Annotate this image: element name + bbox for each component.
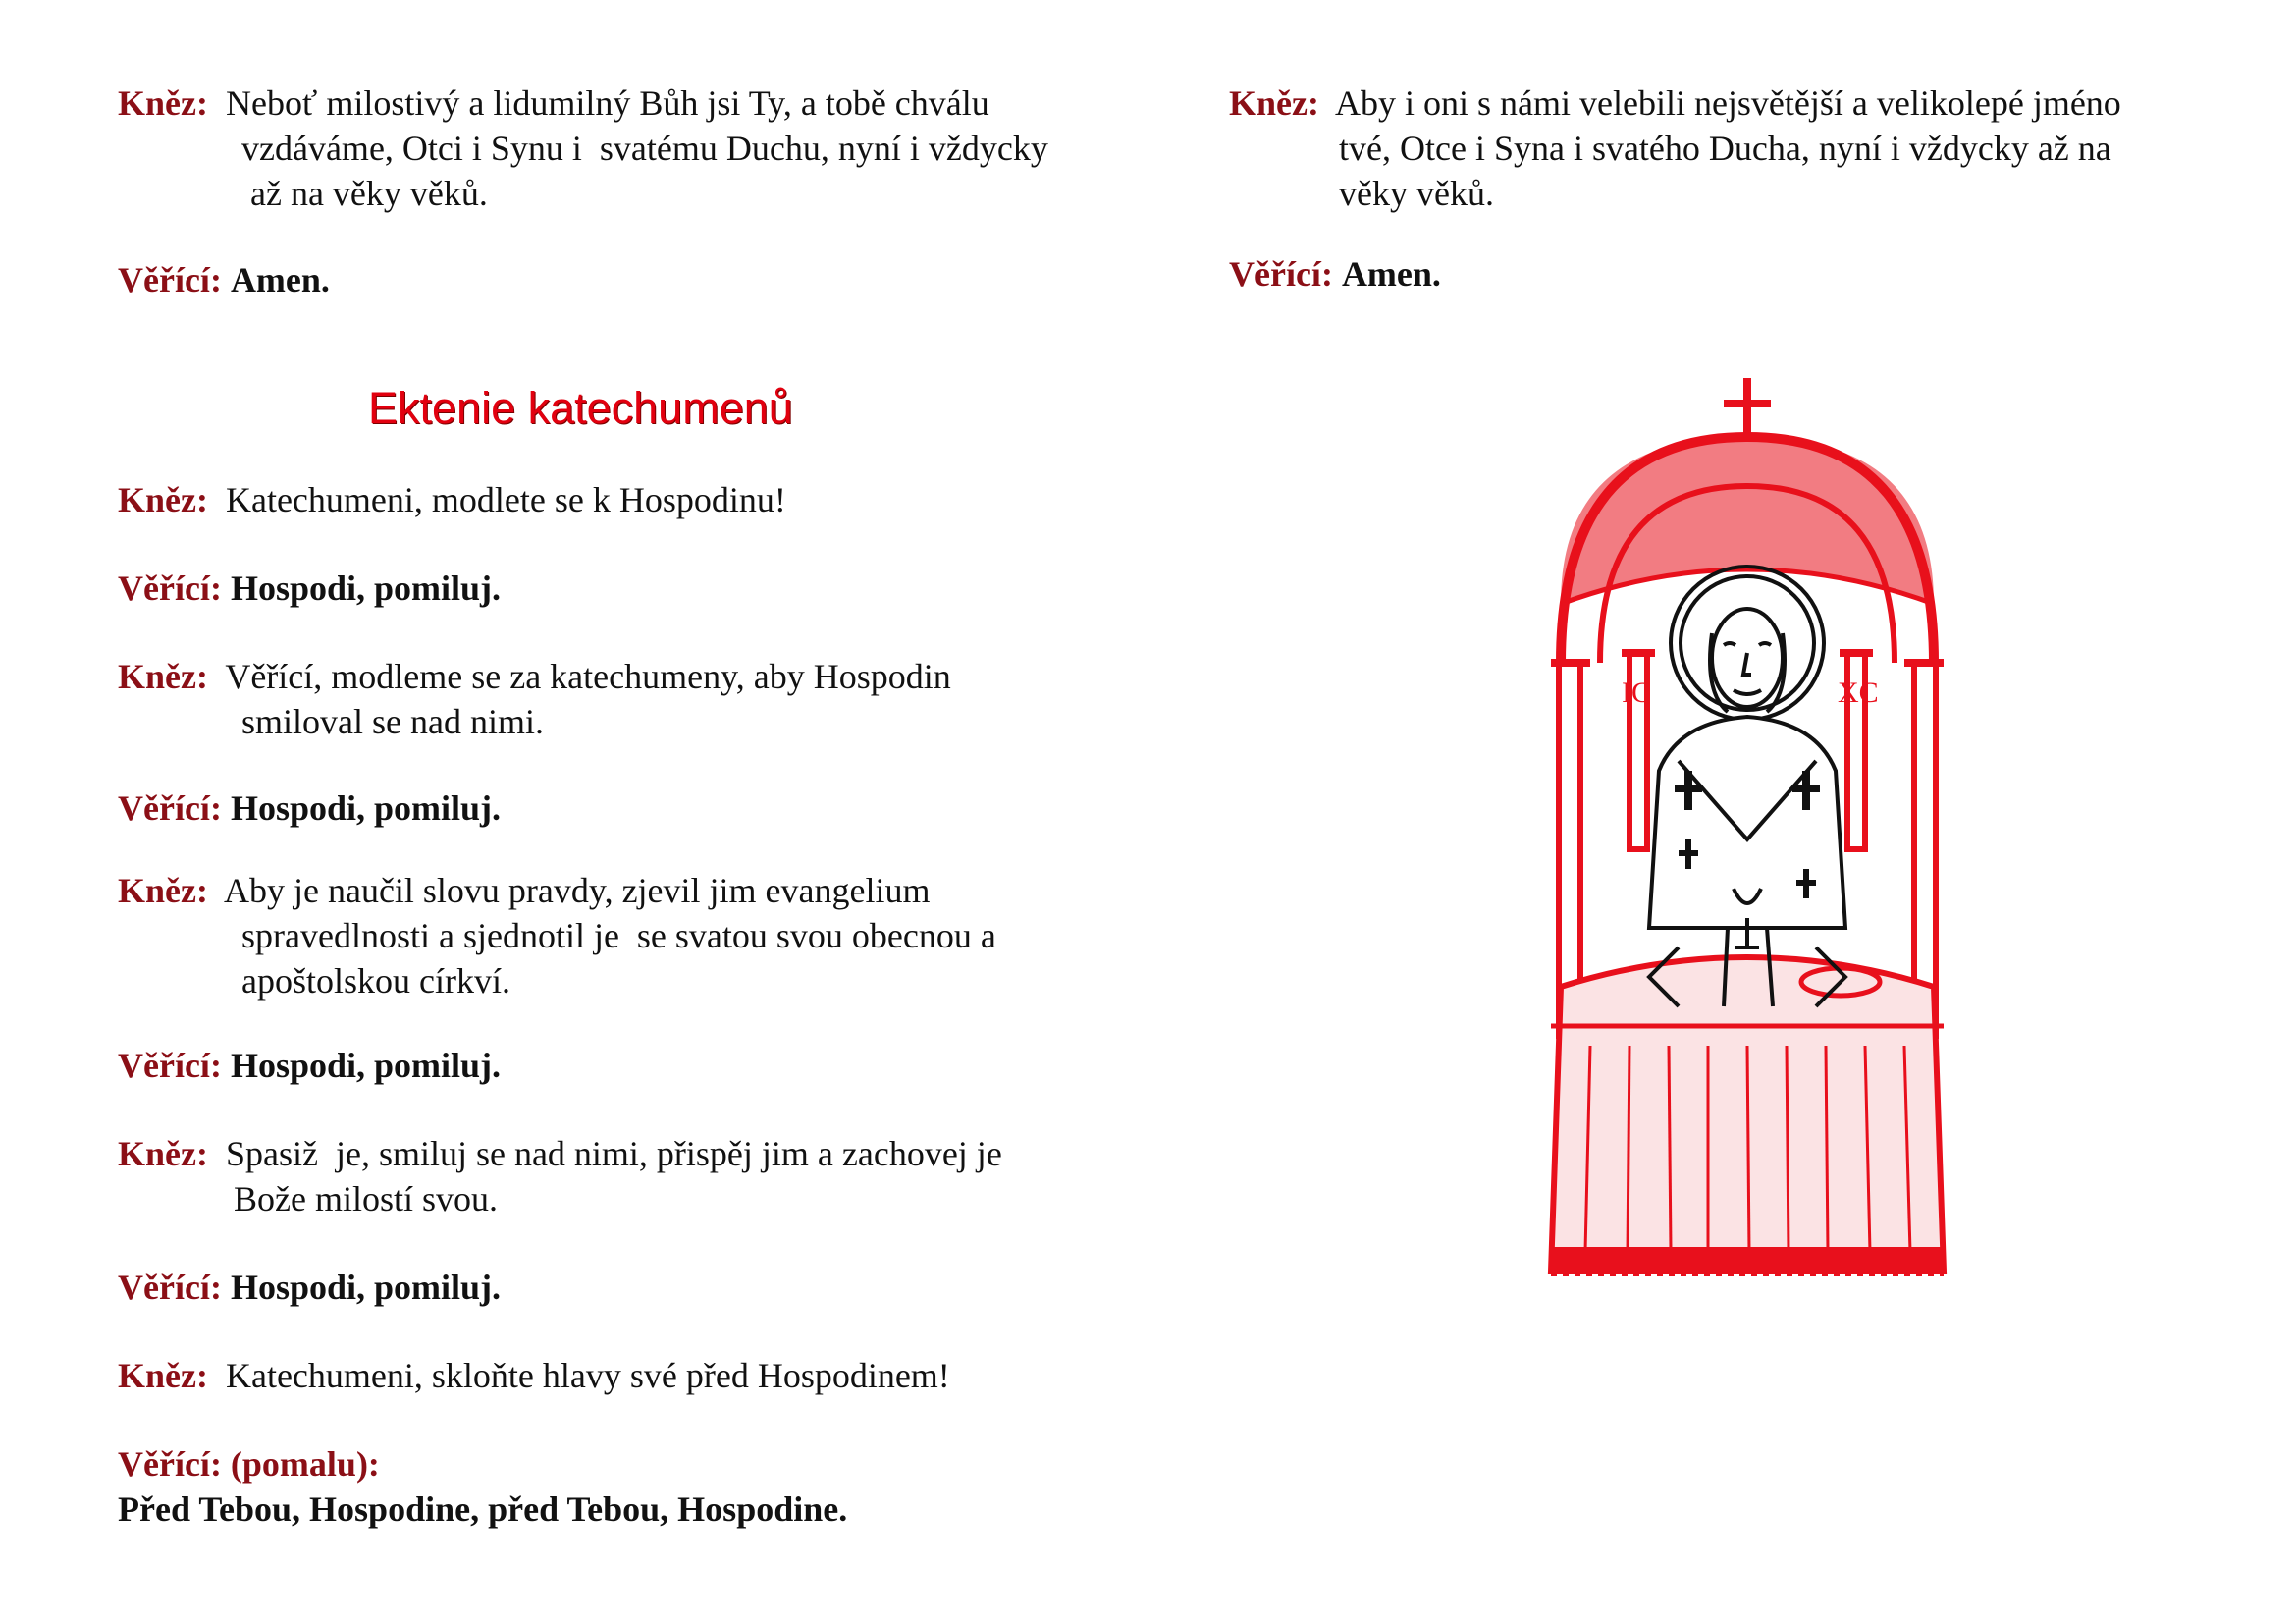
verse-text: až na věky věků. (241, 174, 488, 213)
abbreviation-ic: IC (1622, 677, 1651, 709)
speaker-label: Věřící: (1229, 254, 1333, 294)
abbreviation-xc: XC (1838, 677, 1879, 709)
faithful-response-3 (118, 785, 1158, 831)
response-text: Před Tebou, Hospodine, před Tebou, Hospodine. (118, 1489, 848, 1529)
faithful-response-1 (118, 257, 1158, 302)
response-text: Hospodi, pomiluj. (230, 568, 502, 608)
verse-text: apoštolskou církví. (241, 961, 510, 1001)
priest-verse-6 (118, 1353, 1158, 1398)
verse-text: spravedlnosti a sjednotil je se svatou svou obecnou a (241, 916, 996, 955)
faithful-response-6 (118, 1441, 1158, 1532)
verse-text: Neboť milostivý a lidumilný Bůh jsi Ty, a tobě chválu (225, 83, 989, 123)
christ-figure (1649, 567, 1845, 1006)
response-text: Hospodi, pomiluj. (230, 788, 502, 828)
verse-text: Věřící, modleme se za katechumeny, aby Hospodin (225, 657, 951, 696)
dome-fill (1561, 437, 1934, 604)
speaker-label: Kněz: (118, 83, 208, 123)
faithful-response-2 (118, 566, 1158, 611)
verse-text: smiloval se nad nimi. (241, 702, 544, 741)
faithful-response-4 (118, 1043, 1158, 1088)
priest-verse-right-1 (1229, 81, 2220, 216)
verse-text: Katechumeni, modlete se k Hospodinu! (225, 480, 786, 519)
verse-text: Bože milostí svou. (234, 1179, 498, 1218)
speaker-label: Kněz: (118, 480, 208, 519)
priest-verse-1 (118, 81, 1158, 216)
faithful-response-5 (118, 1265, 1158, 1310)
speaker-label: Věřící: (pomalu): (118, 1444, 380, 1484)
response-text: Amen. (1341, 254, 1441, 294)
priest-verse-2 (118, 477, 1158, 522)
speaker-label: Kněz: (118, 1356, 208, 1395)
priest-verse-3 (118, 654, 1158, 744)
verse-text: vzdáváme, Otci i Synu i svatému Duchu, nyní i vždycky (241, 129, 1048, 168)
speaker-label: Věřící: (118, 1268, 222, 1307)
speaker-label: Kněz: (118, 871, 208, 910)
speaker-label: Věřící: (118, 568, 222, 608)
response-text: Hospodi, pomiluj. (230, 1046, 502, 1085)
verse-text: Aby i oni s námi velebili nejsvětější a velikolepé jméno (1334, 83, 2121, 123)
verse-text: Aby je naučil slovu pravdy, zjevil jim evangelium (223, 871, 931, 910)
christ-icon-illustration (1531, 378, 1963, 1301)
speaker-label: Kněz: (118, 657, 208, 696)
speaker-label: Kněz: (1229, 83, 1319, 123)
speaker-label: Kněz: (118, 1134, 208, 1173)
verse-text: Spasiž je, smiluj se nad nimi, přispěj jim a zachovej je (225, 1134, 1002, 1173)
speaker-label: Věřící: (118, 260, 222, 299)
response-text: Hospodi, pomiluj. (230, 1268, 502, 1307)
priest-verse-5 (118, 1131, 1158, 1221)
speaker-label: Věřící: (118, 1046, 222, 1085)
altar-cloth (1551, 957, 1944, 1272)
section-heading: Ektenie katechumenů (368, 383, 793, 433)
verse-text: věky věků. (1339, 174, 1494, 213)
speaker-label: Věřící: (118, 788, 222, 828)
verse-text: Katechumeni, skloňte hlavy své před Hospodinem! (225, 1356, 950, 1395)
verse-text: tvé, Otce i Syna i svatého Ducha, nyní i vždycky až na (1339, 129, 2111, 168)
priest-verse-4 (118, 868, 1158, 1003)
faithful-response-right-1 (1229, 251, 2220, 297)
response-text: Amen. (230, 260, 330, 299)
